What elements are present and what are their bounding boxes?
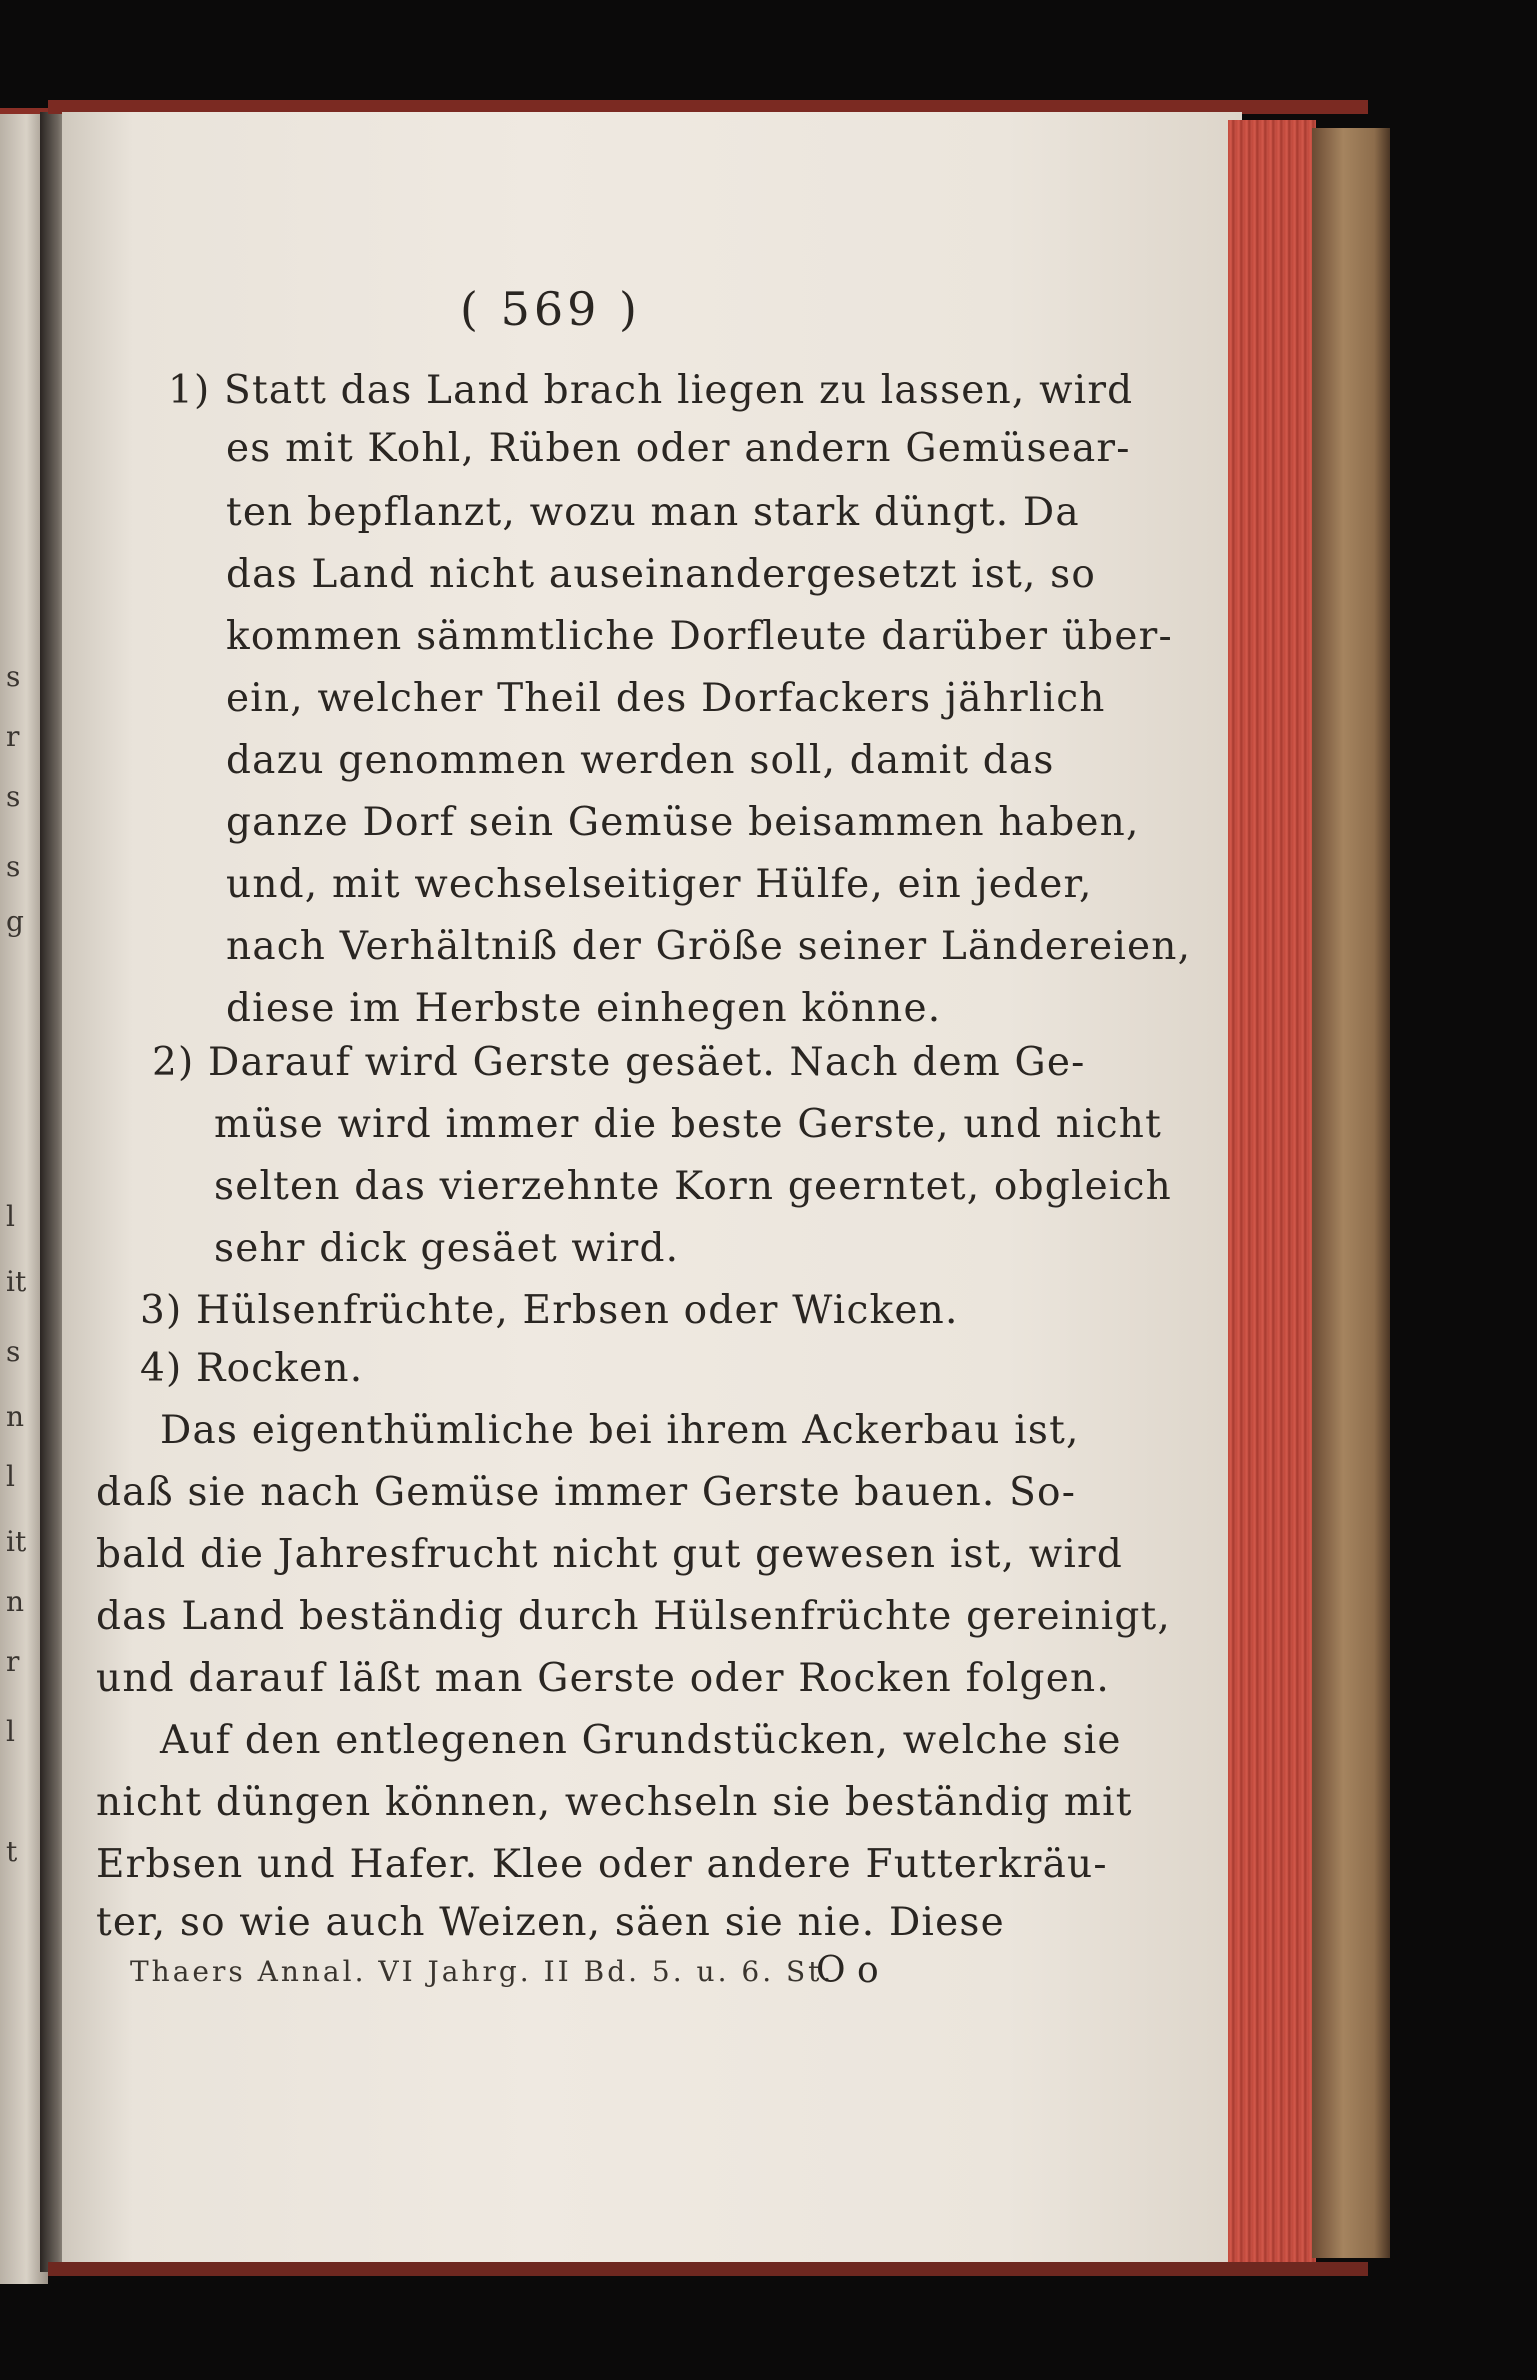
left-fragment: s <box>6 660 21 693</box>
left-fragment: it <box>6 1265 27 1298</box>
left-fragment: l <box>6 1460 15 1493</box>
text-line: diese im Herbste einhegen könne. <box>226 986 942 1031</box>
footer-signature-line: Thaers Annal. VI Jahrg. II Bd. 5. u. 6. St. <box>130 1955 835 1988</box>
left-fragment: g <box>6 905 24 938</box>
text-line: kommen sämmtliche Dorfleute darüber über- <box>226 614 1173 659</box>
text-line: Erbsen und Hafer. Klee oder andere Futterkräu- <box>96 1842 1108 1887</box>
text-line: das Land beständig durch Hülsenfrüchte gereinigt, <box>96 1594 1172 1639</box>
text-line: nach Verhältniß der Größe seiner Ländereien, <box>226 924 1192 969</box>
text-line: es mit Kohl, Rüben oder andern Gemüsear- <box>226 426 1131 471</box>
text-line: Das eigenthümliche bei ihrem Ackerbau ist, <box>160 1408 1080 1453</box>
left-fragment: n <box>6 1400 25 1433</box>
text-line: selten das vierzehnte Korn geerntet, obgleich <box>214 1164 1172 1209</box>
text-line: nicht düngen können, wechseln sie beständig mit <box>96 1780 1133 1825</box>
text-line: 3) Hülsenfrüchte, Erbsen oder Wicken. <box>140 1288 959 1333</box>
page-number: ( 569 ) <box>460 282 641 336</box>
left-fragment: l <box>6 1715 15 1748</box>
text-line: 4) Rocken. <box>140 1346 364 1391</box>
catchword: O o <box>816 1950 879 1991</box>
text-line: 2) Darauf wird Gerste gesäet. Nach dem Ge- <box>152 1040 1086 1085</box>
text-line: daß sie nach Gemüse immer Gerste bauen. So- <box>96 1470 1077 1515</box>
text-line: sehr dick gesäet wird. <box>214 1226 680 1271</box>
left-fragment: n <box>6 1585 25 1618</box>
left-fragment: it <box>6 1525 27 1558</box>
text-line: dazu genommen werden soll, damit das <box>226 738 1055 783</box>
text-line: und, mit wechselseitiger Hülfe, ein jeder, <box>226 862 1093 907</box>
left-fragment: t <box>6 1835 18 1868</box>
left-fragment: r <box>6 1645 20 1678</box>
text-line: und darauf läßt man Gerste oder Rocken folgen. <box>96 1656 1110 1701</box>
left-fragment: s <box>6 850 21 883</box>
text-line: ein, welcher Theil des Dorfackers jährlich <box>226 676 1106 721</box>
text-line: ten bepflanzt, wozu man stark düngt. Da <box>226 490 1080 535</box>
text-line: ganze Dorf sein Gemüse beisammen haben, <box>226 800 1140 845</box>
left-fragment: l <box>6 1200 15 1233</box>
text-line: müse wird immer die beste Gerste, und nicht <box>214 1102 1162 1147</box>
text-line: ter, so wie auch Weizen, säen sie nie. Diese <box>96 1900 1005 1945</box>
left-fragment: s <box>6 1335 21 1368</box>
text-line: 1) Statt das Land brach liegen zu lassen, wird <box>168 368 1134 413</box>
text-line: bald die Jahresfrucht nicht gut gewesen ist, wird <box>96 1532 1124 1577</box>
left-fragment: s <box>6 780 21 813</box>
left-fragment: r <box>6 720 20 753</box>
text-line: Auf den entlegenen Grundstücken, welche sie <box>160 1718 1122 1763</box>
text-line: das Land nicht auseinandergesetzt ist, so <box>226 552 1097 597</box>
